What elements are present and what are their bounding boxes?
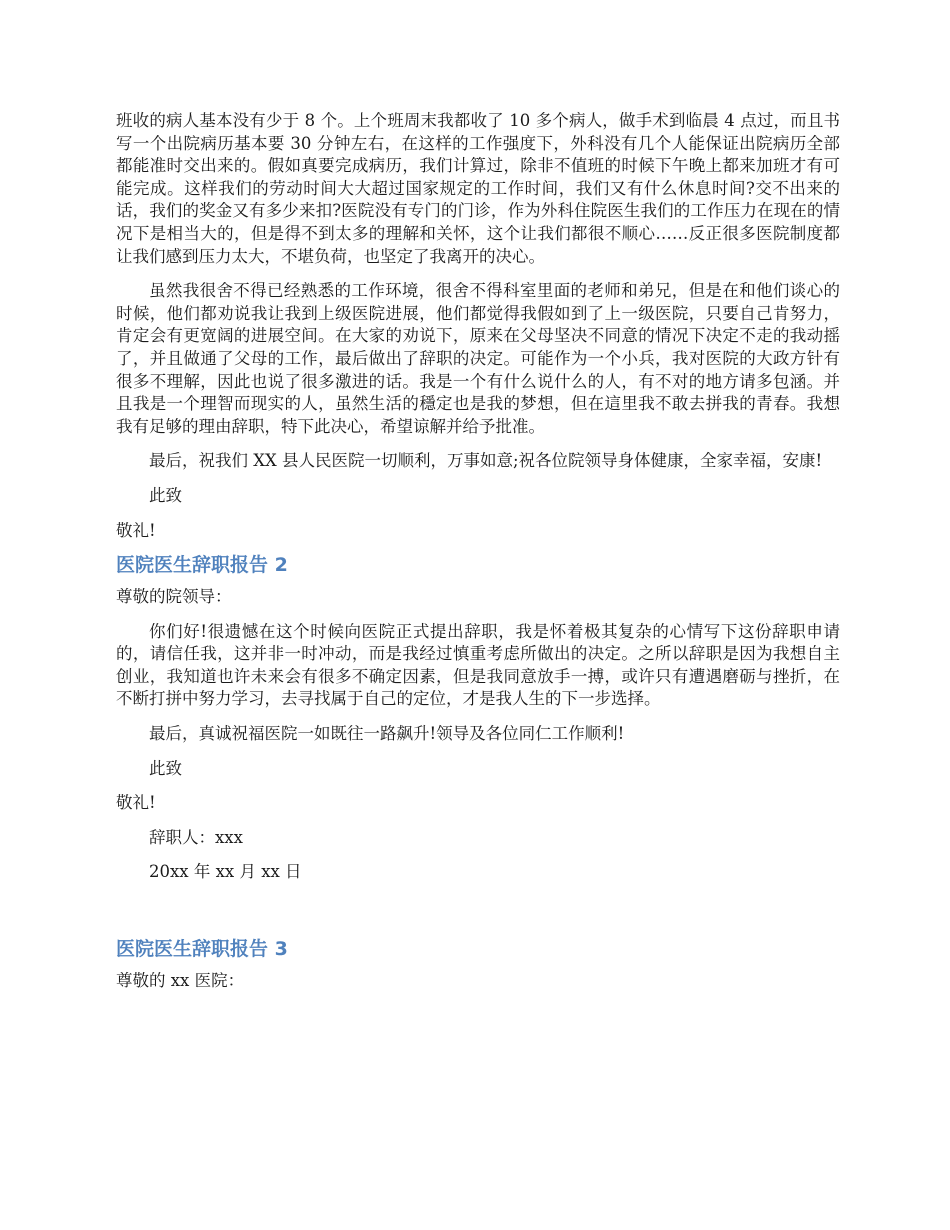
- paragraph-reluctance: 虽然我很舍不得已经熟悉的工作环境，很舍不得科室里面的老师和弟兄，但是在和他们谈心的时候，他们都劝说我让我到上级医院进展，他们都觉得我假如到了上一级医院，只要自己肯努力，肯定会有更宽阔的进展空间。在大家的劝说下，原来在父母坚决不同意的情况下决定不走的我动摇了，并且做通了父母的工作，最后做出了辞职的决定。可能作为一个小兵，我对医院的大政方针有很多不理解，因此也说了很多激进的话。我是一个有什么说什么的人，有不对的地方请多包涵。并且我是一个理智而现实的人，虽然生活的穩定也是我的梦想，但在這里我不敢去拼我的青春。我想我有足够的理由辞职，特下此决心，希望谅解并给予批准。: [116, 281, 840, 436]
- date-line: 20xx 年 xx 月 xx 日: [149, 862, 302, 882]
- salutation: 尊敬的 xx 医院：: [116, 971, 245, 991]
- section-heading-2: 医院医生辞职报告 2: [116, 554, 288, 577]
- signer-line: 辞职人：xxx: [149, 827, 243, 847]
- document-page: [116, 110, 840, 993]
- closing-ci-zhi: 此致: [149, 758, 182, 778]
- paragraph-best-wishes: 最后，祝我们 XX 县人民医院一切顺利，万事如意;祝各位院领导身体健康，全家幸福，安康!: [149, 451, 823, 471]
- salutation: 尊敬的院领导：: [116, 587, 232, 607]
- closing-jing-li: 敬礼!: [116, 793, 156, 813]
- section-heading-3: 医院医生辞职报告 3: [116, 938, 288, 961]
- closing-jing-li: 敬礼!: [116, 520, 156, 540]
- paragraph-resignation-reason: 你们好!很遗憾在这个时候向医院正式提出辞职，我是怀着极其复杂的心情写下这份辞职申请的，请信任我，这并非一时冲动，而是我经过慎重考虑所做出的决定。之所以辞职是因为我想自主创业，我知道也许未来会有很多不确定因素，但是我同意放手一搏，或许只有遭遇磨砺与挫折，在不断打拼中努力学习，去寻找属于自己的定位，才是我人生的下一步选择。: [116, 621, 840, 709]
- paragraph-continuation: 班收的病人基本没有少于 8 个。上个班周末我都收了 10 多个病人，做手术到临晨 4 点过，而且书写一个出院病历基本要 30 分钟左右，在这样的工作强度下，外科没有几个人能保证出院病历全部都能准时交出来的。假如真要完成病历，我们计算过，除非不值班的时候下午晚上都来加班才有可能完成。这样我们的劳动时间大大超过国家规定的工作时间，我们又有什么休息时间?交不出来的话，我们的奖金又有多少来扣?医院没有专门的门诊，作为外科住院医生我们的工作压力在现在的情况下是相当大的，但是得不到太多的理解和关怀，这个让我们都很不顺心……反正很多医院制度都让我们感到压力太大，不堪负荷，也坚定了我离开的决心。: [116, 111, 840, 266]
- paragraph-final-wishes: 最后，真诚祝福医院一如既往一路飙升!领导及各位同仁工作顺利!: [149, 724, 625, 744]
- closing-ci-zhi: 此致: [149, 485, 182, 505]
